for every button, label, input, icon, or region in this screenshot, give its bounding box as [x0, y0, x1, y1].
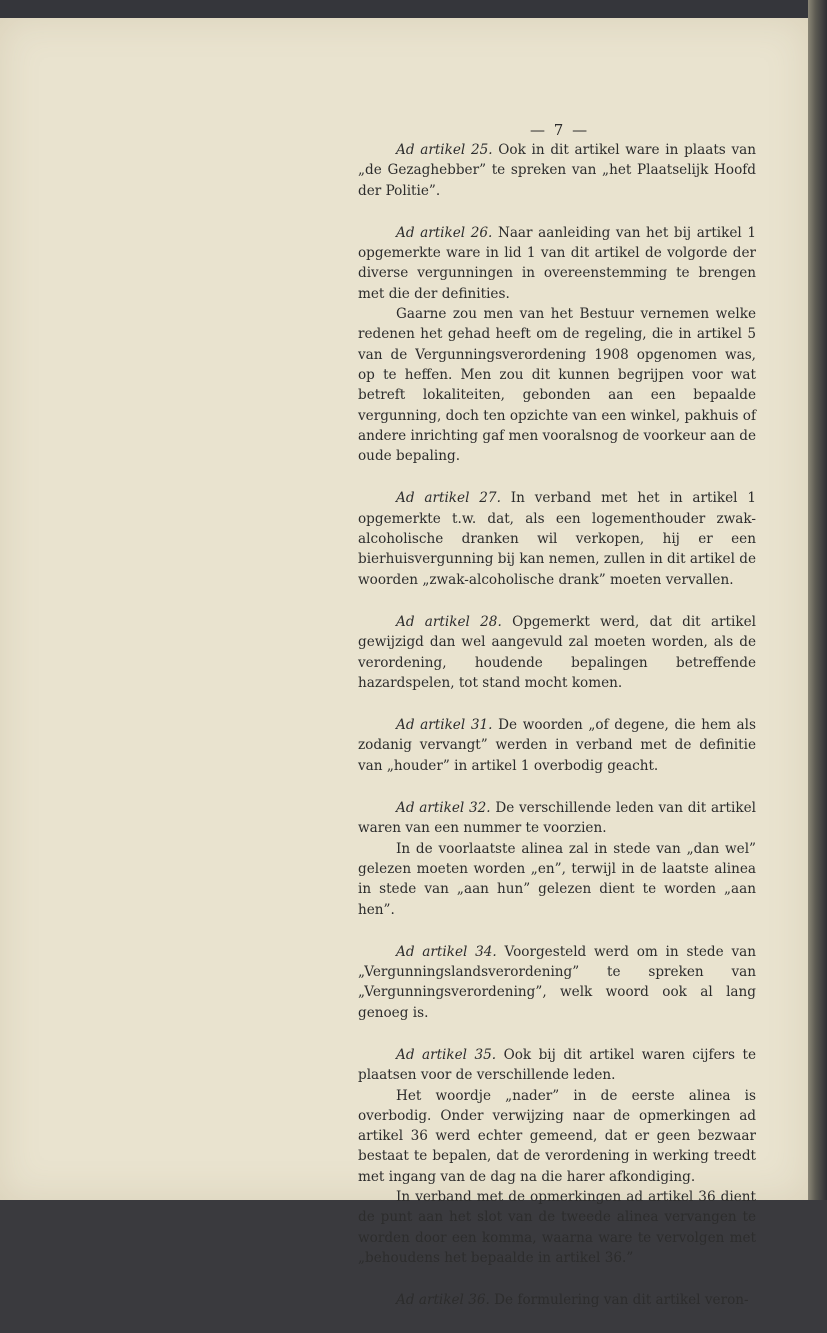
section-artikel-34: [358, 942, 756, 1023]
section-artikel-26: [358, 223, 756, 467]
article-heading: Ad artikel 34.: [396, 943, 497, 960]
paragraph-text: In verband met het in artikel 1 opgemerkte t.w. dat, als een logementhouder zwak-alcoholische dranken wil verkopen, hij er een bierhuisvergunning bij kan nemen, zullen in dit artikel de woorden „zwak-alcoholische drank” moeten vervallen.: [358, 490, 756, 588]
paragraph-text: Het woordje „nader” in de eerste alinea is overbodig. Onder verwijzing naar de opmerkingen ad artikel 36 werd echter gemeend, dat er geen bezwaar bestaat te bepalen, dat de verordening in werking treedt met ingang van de dag na die harer afkondiging.: [358, 1087, 756, 1185]
section-artikel-36: [358, 1290, 756, 1310]
paragraph: [358, 140, 756, 201]
paragraph-text: Ook bij dit artikel waren cijfers te plaatsen voor de verschillende leden.: [358, 1046, 756, 1084]
section-artikel-25: [358, 140, 756, 201]
page-number: — 7 —: [530, 121, 590, 139]
article-heading: Ad artikel 26.: [396, 224, 493, 241]
section-artikel-35: [358, 1045, 756, 1268]
paragraph-text: In verband met de opmerkingen ad artikel 36 dient de punt aan het slot van de tweede alinea vervangen te worden door een komma, waarna ware te vervolgen met „behoudens het bepaalde in artikel 36.”: [358, 1189, 756, 1266]
paragraph: [358, 715, 756, 776]
article-heading: Ad artikel 28.: [396, 613, 502, 630]
paragraph: [358, 1290, 756, 1310]
article-heading: Ad artikel 35.: [396, 1046, 497, 1063]
paragraph: [358, 1045, 756, 1086]
section-artikel-27: [358, 488, 756, 589]
paragraph: [358, 223, 756, 304]
section-artikel-32: [358, 798, 756, 920]
paragraph-text: In de voorlaatste alinea zal in stede van „dan wel” gelezen moeten worden „en”, terwijl in de laatste alinea in stede van „aan hun” gelezen dient te worden „aan hen”.: [358, 840, 756, 918]
paragraph-text: Ook in dit artikel ware in plaats van „de Gezaghebber” te spreken van „het Plaatselijk Hoofd der Politie”.: [358, 142, 756, 199]
scan-right-edge: [808, 0, 827, 1200]
paragraph: [358, 612, 756, 693]
paragraph: [358, 942, 756, 1023]
paragraph-text: Gaarne zou men van het Bestuur vernemen welke redenen het gehad heeft om de regeling, die in artikel 5 van de Vergunningsverordening 1908 opgenomen was, op te heffen. Men zou dit kunnen begrijpen voor wat betreft lokaliteiten, gebonden aan een bepaalde vergunning, doch ten opzichte van een winkel, pakhuis of andere inrichting gaf men vooralsnog de voorkeur aan de oude bepaling.: [358, 306, 756, 465]
paragraph: [358, 488, 756, 589]
scan-top-edge: [0, 0, 827, 18]
article-heading: Ad artikel 32.: [396, 800, 491, 817]
paragraph-text: Voorgesteld werd om in stede van „Vergunningslandsverordening” te spreken van „Vergunningsverordening”, welk woord ook al lang genoeg is.: [358, 943, 756, 1021]
article-heading: Ad artikel 31.: [396, 717, 493, 734]
article-heading: Ad artikel 27.: [396, 490, 501, 507]
paragraph-text: De woorden „of degene, die hem als zodanig vervangt” werden in verband met de definitie van „houder” in artikel 1 overbodig geacht.: [358, 717, 756, 774]
paragraph: [358, 798, 756, 839]
article-heading: Ad artikel 36.: [396, 1292, 490, 1309]
document-body: [358, 140, 756, 1333]
paragraph-text: De formulering van dit artikel veron-: [494, 1292, 749, 1309]
paragraph-text: Opgemerkt werd, dat dit artikel gewijzigd dan wel aangevuld zal moeten worden, als de verordening, houdende bepalingen betreffende hazardspelen, tot stand mocht komen.: [358, 613, 756, 691]
section-artikel-31: [358, 715, 756, 776]
section-artikel-28: [358, 612, 756, 693]
paragraph-text: De verschillende leden van dit artikel waren van een nummer te voorzien.: [358, 800, 756, 837]
paragraph-text: Naar aanleiding van het bij artikel 1 opgemerkte ware in lid 1 van dit artikel de volgorde der diverse vergunningen in overeenstemming te brengen met die der definities.: [358, 224, 756, 302]
article-heading: Ad artikel 25.: [396, 142, 493, 158]
